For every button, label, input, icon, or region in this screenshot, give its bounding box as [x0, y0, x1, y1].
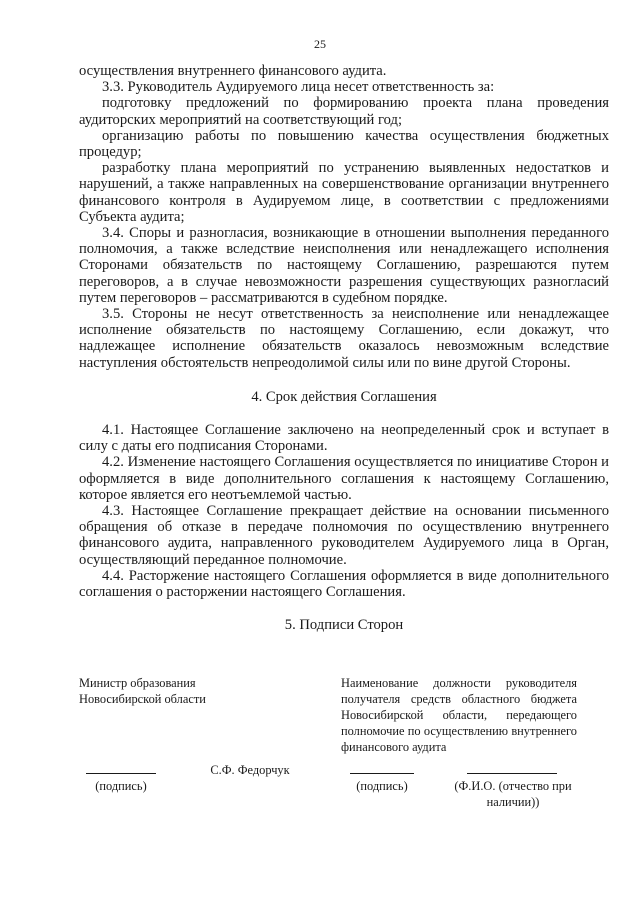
document-body: [79, 63, 609, 651]
signature-right-block: [341, 675, 577, 755]
paragraph: 3.5. Стороны не несут ответственность за неисполнение или ненадлежащее исполнение обязательств по настоящему Соглашению, если докажут, что надлежащее исполнение обязательств оказалось невозможным вследствие наступления обстоятельств непреодолимой силы или по вине другой Стороны.: [79, 306, 609, 371]
paragraph: 4.2. Изменение настоящего Соглашения осуществляется по инициативе Сторон и оформляется в виде дополнительного соглашения к настоящему Соглашению, которое является его неотъемлемой частью.: [79, 454, 609, 503]
paragraph: подготовку предложений по формированию проекта плана проведения аудиторских мероприятий на соответствующий год;: [79, 95, 609, 128]
name-line-right: [467, 773, 557, 774]
paragraph: 3.3. Руководитель Аудируемого лица несет ответственность за:: [102, 79, 495, 96]
signer-name: С.Ф. Федорчук: [210, 763, 290, 777]
paragraph: осуществления внутреннего финансового аудита.: [79, 63, 387, 79]
signature-left-block: [79, 675, 279, 707]
signature-line-right: [350, 773, 414, 774]
signer-title-line: Министр образования: [79, 676, 196, 690]
paragraph: 3.4. Споры и разногласия, возникающие в отношении выполнения переданного полномочия, а также вследствие неисполнения или ненадлежащего исполнения Сторонами обязательств по настоящему Соглашению, разрешаются путем переговоров, а в случае невозможности разрешения существующих разногласий путем переговоров – рассматриваются в судебном порядке.: [79, 225, 609, 306]
signer-title-line: Новосибирской области: [79, 692, 206, 706]
section-heading: 5. Подписи Сторон: [284, 617, 404, 634]
signature-line-left: [86, 773, 156, 774]
paragraph: организацию работы по повышению качества осуществления бюджетных процедур;: [79, 127, 609, 161]
page-number: 25: [314, 37, 326, 51]
name-caption: (Ф.И.О. (отчество при наличии)): [454, 779, 572, 809]
signer-title: Наименование должности руководителя получателя средств областного бюджета Новосибирской области, передающего полномочие по осуществлению внутреннего финансового аудита: [341, 676, 577, 754]
paragraph: 4.4. Расторжение настоящего Соглашения оформляется в виде дополнительного соглашения о расторжении настоящего Соглашения.: [79, 567, 609, 601]
section-heading: 4. Срок действия Соглашения: [251, 388, 437, 405]
paragraph: разработку плана мероприятий по устранению выявленных недостатков и нарушений, а также направленных на совершенствование организации внутреннего финансового контроля в Аудируемом лице, в соответствии с предложениями Субъекта аудита;: [79, 160, 609, 225]
signature-caption: (подпись): [95, 779, 147, 793]
paragraph: 4.3. Настоящее Соглашение прекращает действие на основании письменного обращения об отказе в передаче полномочия по осуществлению внутреннего финансового аудита, направленного руководителем Аудируемого лица в Орган, осуществляющий переданное полномочие.: [79, 503, 609, 568]
paragraph: 4.1. Настоящее Соглашение заключено на неопределенный срок и вступает в силу с даты его подписания Сторонами.: [79, 422, 609, 455]
signature-caption: (подпись): [356, 779, 408, 793]
